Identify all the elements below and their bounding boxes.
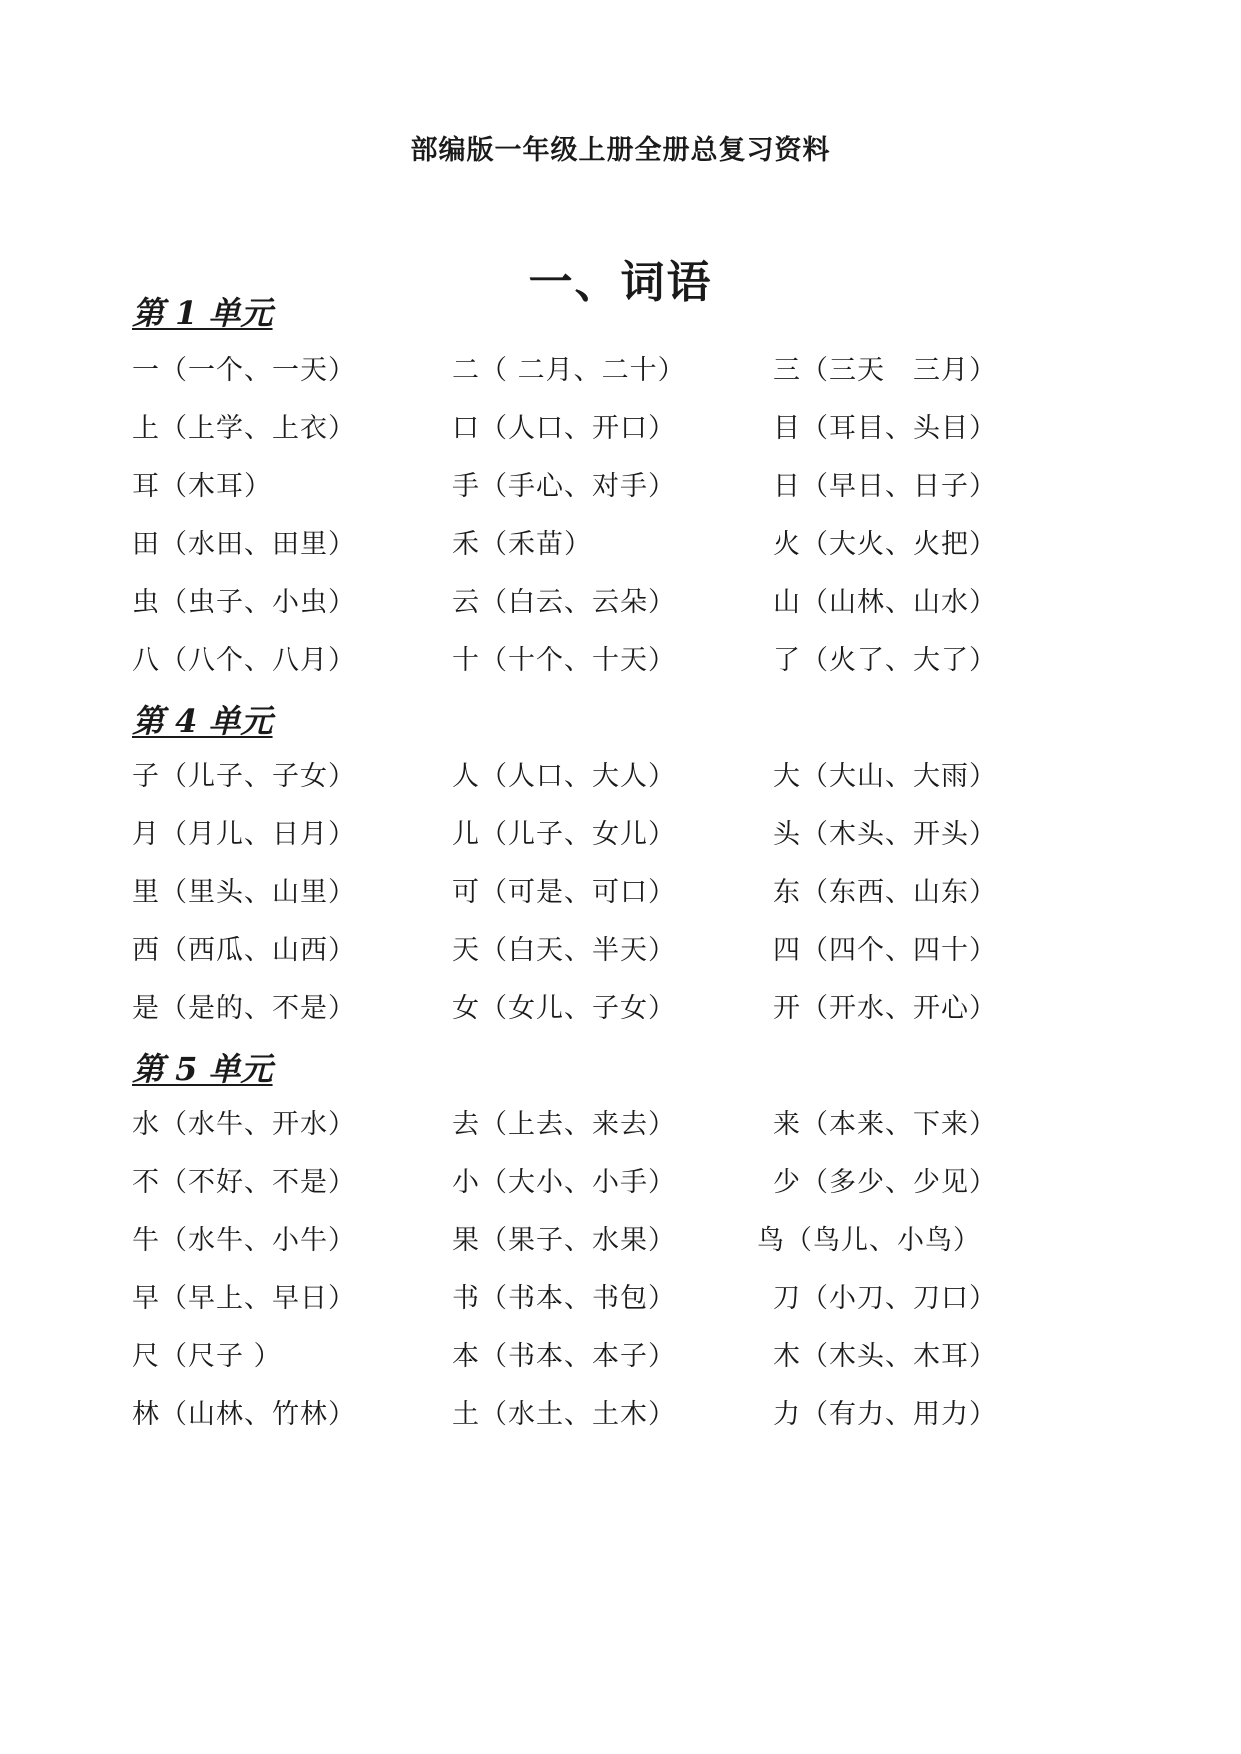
word-entry: 土（水土、土木） [452,1399,676,1430]
word-row [0,1160,1241,1200]
word-row [0,348,1241,388]
word-entry: 不（不好、不是） [132,1167,356,1198]
word-entry: 刀（小刀、刀口） [773,1283,997,1314]
word-entry: 天（白天、半天） [452,935,676,966]
word-row [0,870,1241,910]
word-row [0,1218,1241,1258]
word-entry: 人（人口、大人） [452,761,676,792]
word-entry: 云（白云、云朵） [452,587,676,618]
word-entry: 东（东西、山东） [773,877,997,908]
unit-heading: 第 5 单元 [132,1050,273,1088]
word-entry: 一（一个、一天） [132,355,356,386]
word-entry: 大（大山、大雨） [773,761,997,792]
word-entry: 开（开水、开心） [773,993,997,1024]
word-entry: 是（是的、不是） [132,993,356,1024]
unit-heading: 第 1 单元 [132,294,273,332]
word-entry: 早（早上、早日） [132,1283,356,1314]
word-entry: 书（书本、书包） [452,1283,676,1314]
word-entry: 四（四个、四十） [773,935,997,966]
word-entry: 来（本来、下来） [773,1109,997,1140]
document-title: 部编版一年级上册全册总复习资料 [410,135,831,166]
word-row [0,1276,1241,1316]
word-entry: 禾（禾苗） [452,529,592,560]
section-heading: 一、词语 [528,257,713,308]
word-entry: 力（有力、用力） [773,1399,997,1430]
word-entry: 牛（水牛、小牛） [132,1225,356,1256]
word-entry: 木（木头、木耳） [773,1341,997,1372]
word-entry: 八（八个、八月） [132,645,356,676]
word-row [0,754,1241,794]
word-entry: 小（大小、小手） [452,1167,676,1198]
word-row [0,812,1241,852]
word-row [0,638,1241,678]
word-entry: 了（火了、大了） [773,645,997,676]
word-row [0,406,1241,446]
word-entry: 水（水牛、开水） [132,1109,356,1140]
word-entry: 头（木头、开头） [773,819,997,850]
word-entry: 本（书本、本子） [452,1341,676,1372]
unit-heading: 第 4 单元 [132,702,273,740]
word-entry: 尺（尺子 ） [132,1341,282,1372]
word-entry: 三（三天 三月） [773,355,997,386]
word-entry: 虫（虫子、小虫） [132,587,356,618]
word-entry: 可（可是、可口） [452,877,676,908]
word-entry: 耳（木耳） [132,471,272,502]
word-entry: 子（儿子、子女） [132,761,356,792]
word-entry: 手（手心、对手） [452,471,676,502]
word-entry: 口（人口、开口） [452,413,676,444]
word-entry: 去（上去、来去） [452,1109,676,1140]
word-entry: 果（果子、水果） [452,1225,676,1256]
word-entry: 西（西瓜、山西） [132,935,356,966]
word-entry: 林（山林、竹林） [132,1399,356,1430]
word-entry: 里（里头、山里） [132,877,356,908]
word-entry: 女（女儿、子女） [452,993,676,1024]
word-entry: 上（上学、上衣） [132,413,356,444]
word-row [0,1102,1241,1142]
word-entry: 日（早日、日子） [773,471,997,502]
word-entry: 儿（儿子、女儿） [452,819,676,850]
word-row [0,522,1241,562]
word-entry: 山（山林、山水） [773,587,997,618]
word-row [0,928,1241,968]
word-entry: 目（耳目、头目） [773,413,997,444]
word-entry: 二（ 二月、二十） [452,355,686,386]
word-row [0,1392,1241,1432]
word-row [0,580,1241,620]
word-row [0,1334,1241,1374]
word-entry: 月（月儿、日月） [132,819,356,850]
word-entry: 十（十个、十天） [452,645,676,676]
word-entry: 田（水田、田里） [132,529,356,560]
word-entry: 火（大火、火把） [773,529,997,560]
word-entry: 少（多少、少见） [773,1167,997,1198]
word-row [0,986,1241,1026]
word-entry: 鸟（鸟儿、小鸟） [757,1225,981,1256]
word-row [0,464,1241,504]
